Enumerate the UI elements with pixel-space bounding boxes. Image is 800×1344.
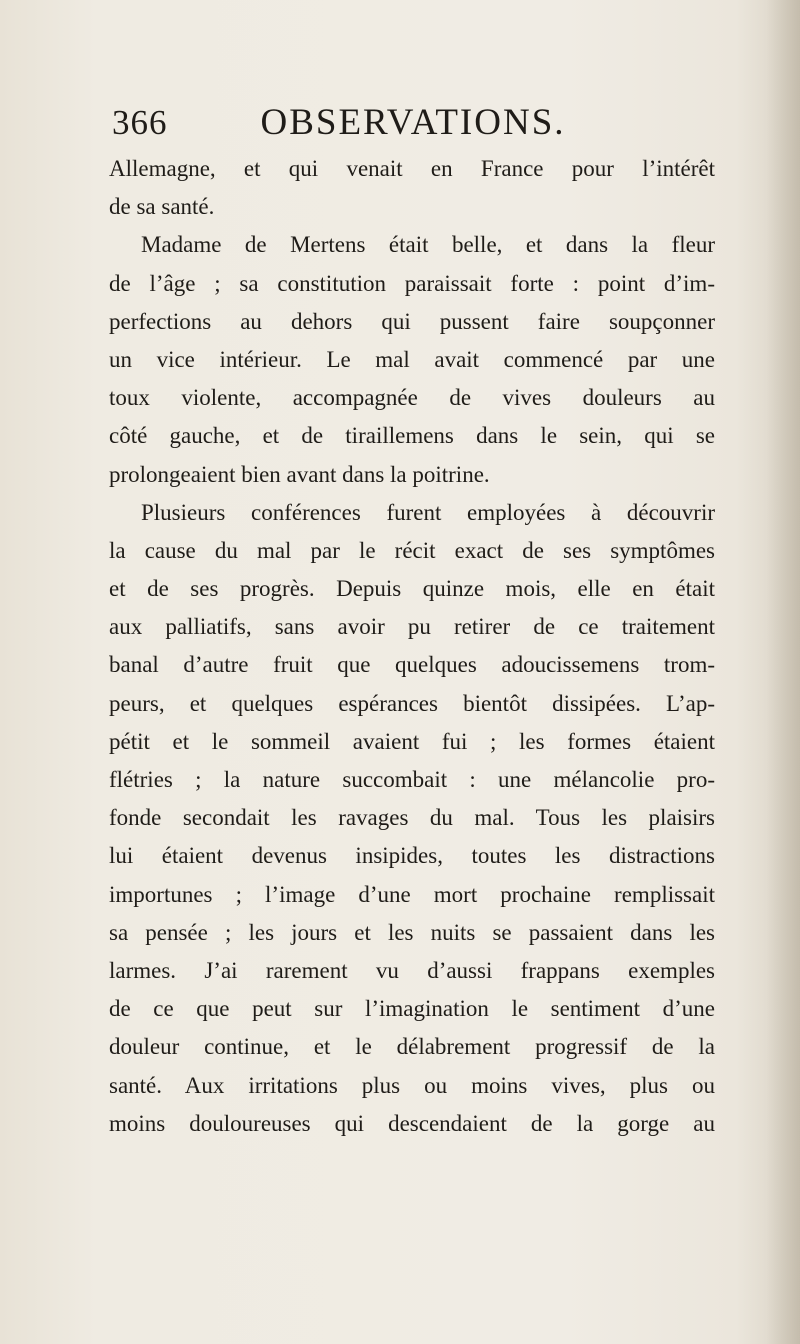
text-line: prolongeaient bien avant dans la poitrine. [109, 461, 490, 487]
text-line: peurs, et quelques espérances bientôt dissipées. L’ap- [109, 690, 715, 716]
text-line: Madame de Mertens était belle, et dans la fleur [141, 232, 715, 258]
text-line: aux palliatifs, sans avoir pu retirer de ce traitement [109, 614, 715, 640]
text-line: de sa santé. [109, 194, 215, 220]
text-line: et de ses progrès. Depuis quinze mois, elle en était [109, 576, 715, 602]
running-title: OBSERVATIONS. [260, 102, 566, 143]
text-line: perfections au dehors qui pussent faire soupçonner [109, 308, 715, 334]
body-text [109, 150, 715, 1143]
text-line: de ce que peut sur l’imagination le sentiment d’une [109, 996, 715, 1022]
text-line: importunes ; l’image d’une mort prochaine remplissait [109, 881, 715, 907]
text-line: toux violente, accompagnée de vives douleurs au [109, 385, 715, 411]
text-line: côté gauche, et de tiraillemens dans le sein, qui se [109, 423, 715, 449]
text-line: pétit et le sommeil avaient fui ; les formes étaient [109, 728, 715, 754]
page-header [112, 103, 714, 147]
text-line: sa pensée ; les jours et les nuits se passaient dans les [109, 919, 715, 945]
text-line: larmes. J’ai rarement vu d’aussi frappans exemples [109, 957, 715, 983]
text-line: fonde secondait les ravages du mal. Tous les plaisirs [109, 805, 715, 831]
text-line: flétries ; la nature succombait : une mélancolie pro- [109, 767, 715, 792]
text-line: moins douloureuses qui descendaient de la gorge au [109, 1110, 715, 1136]
text-line: la cause du mal par le récit exact de ses symptômes [109, 537, 715, 563]
text-line: de l’âge ; sa constitution paraissait forte : point d’im- [109, 270, 715, 296]
page-number: 366 [112, 103, 168, 142]
text-line: Allemagne, et qui venait en France pour l’intérêt [109, 156, 715, 181]
text-line: Plusieurs conférences furent employées à découvrir [141, 499, 715, 525]
text-line: douleur continue, et le délabrement progressif de la [109, 1034, 715, 1060]
text-line: banal d’autre fruit que quelques adoucissemens trom- [109, 652, 715, 678]
text-line: santé. Aux irritations plus ou moins vives, plus ou [109, 1072, 715, 1098]
text-line: un vice intérieur. Le mal avait commencé par une [109, 346, 715, 372]
text-line: lui étaient devenus insipides, toutes les distractions [109, 843, 715, 869]
